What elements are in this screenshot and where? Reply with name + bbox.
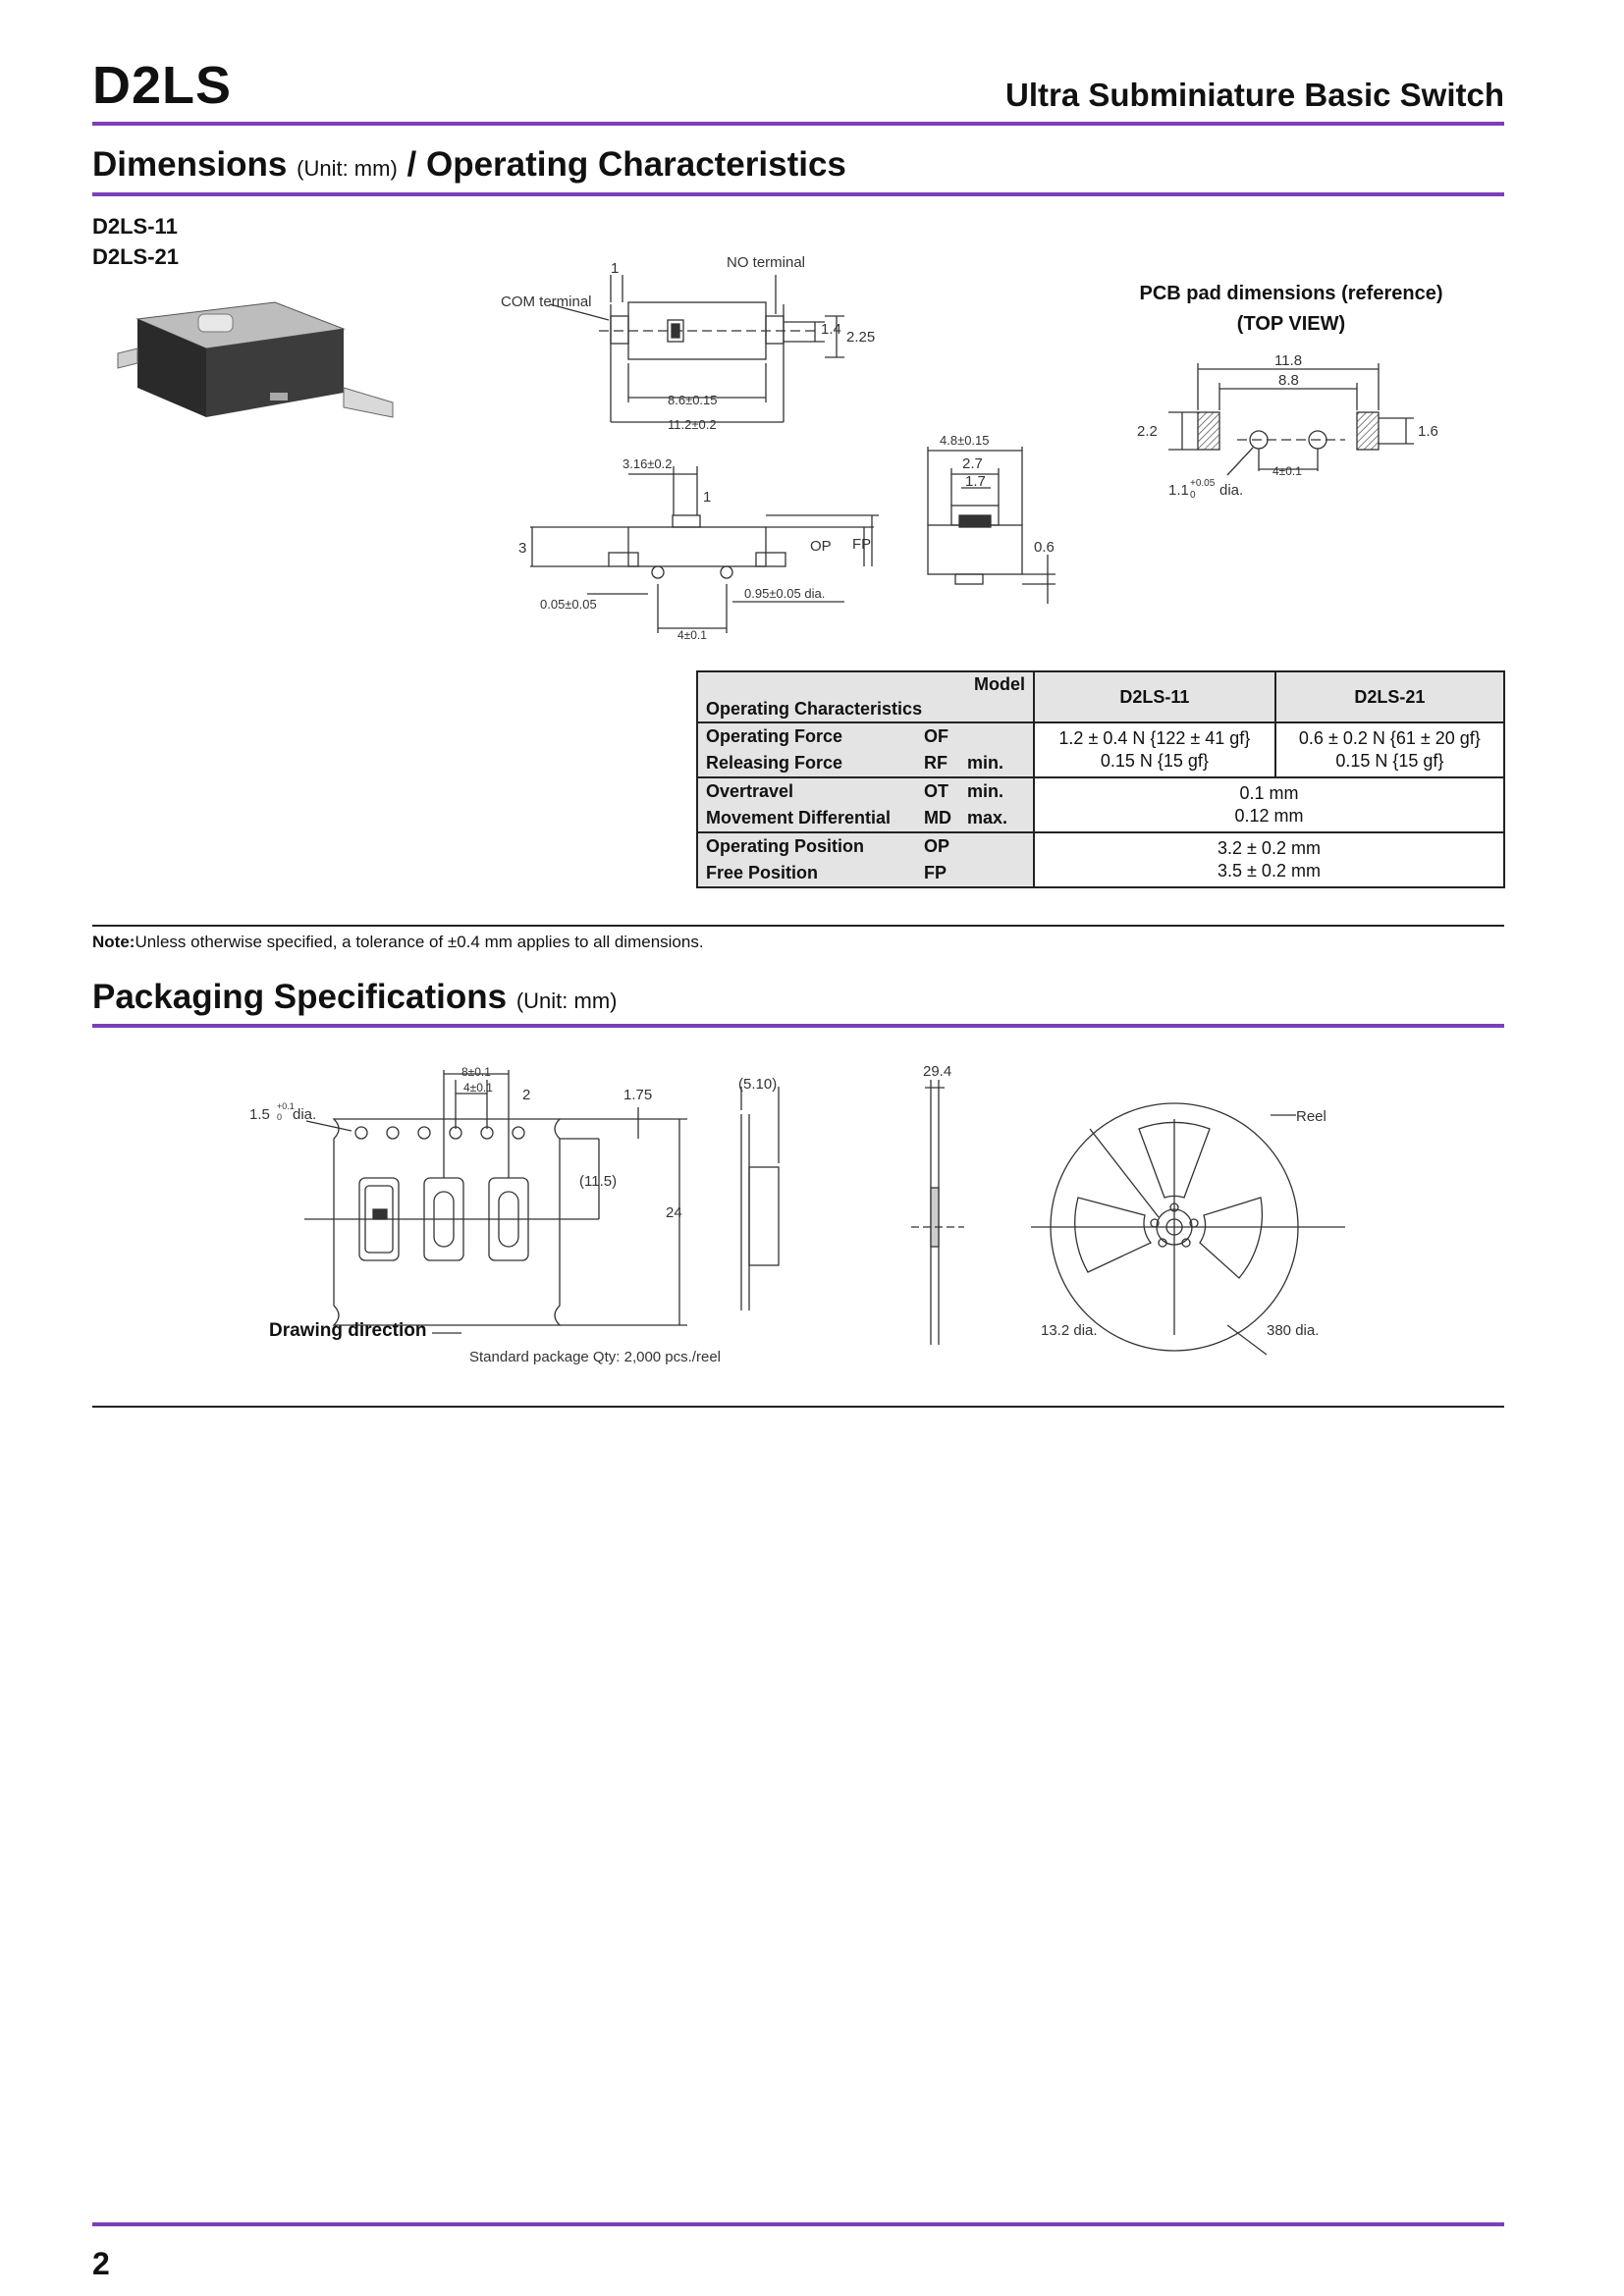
pkg-dim-11-5: (11.5) (579, 1173, 618, 1190)
pcb-dim-1-1: 1.1 (1168, 482, 1189, 499)
pkg-tol-zero: 0 (277, 1112, 283, 1122)
cell-value: 3.2 ± 0.2 mm (1218, 838, 1321, 858)
section-title-dimensions (92, 145, 846, 185)
pcb-tol-plus: +0.05 (1190, 478, 1216, 489)
row-name: Releasing Force (706, 753, 843, 773)
row-label-cell (697, 832, 1034, 887)
row-name: Operating Force (706, 726, 843, 746)
pcb-dim-4: 4±0.1 (1272, 464, 1302, 478)
pkg-dim-4: 4±0.1 (463, 1081, 493, 1095)
packaging-divider (92, 1406, 1504, 1408)
table-corner-cell (697, 671, 1034, 722)
dim-3: 3 (518, 540, 527, 557)
dim-0-6: 0.6 (1034, 539, 1055, 556)
pcb-pad-drawing (1119, 353, 1492, 501)
tape-side-view (722, 1075, 810, 1320)
dim-11-2: 11.2±0.2 (668, 417, 717, 432)
section-title-packaging (92, 978, 617, 1017)
side-view-drawing (908, 427, 1075, 614)
row-label-cell (697, 722, 1034, 777)
row-name: Free Position (706, 863, 819, 882)
dim-1-7: 1.7 (965, 473, 986, 490)
value-cell (1275, 722, 1504, 777)
pcb-title (1129, 279, 1453, 340)
row-abbr: OP (924, 836, 950, 856)
pcb-dia: dia. (1219, 482, 1244, 499)
pkg-dim-24: 24 (666, 1204, 682, 1221)
dim-2-7: 2.7 (962, 455, 983, 472)
table-row (697, 832, 1504, 887)
no-terminal-label: NO terminal (727, 254, 806, 271)
section-title-text: Dimensions (92, 145, 288, 184)
top-view-drawing (491, 245, 903, 442)
pcb-subtitle-text: (TOP VIEW) (1236, 313, 1346, 335)
reel-front-view (1031, 1090, 1355, 1364)
reel-label: Reel (1296, 1108, 1326, 1125)
note-label: Note: (92, 933, 135, 951)
model-header: Model (974, 674, 1025, 694)
page-number: 2 (92, 2246, 110, 2281)
table-header-row (697, 671, 1504, 722)
pkg-dim-29-4: 29.4 (923, 1063, 952, 1080)
note-text: Unless otherwise specified, a tolerance of ±0.4 mm applies to all dimensions. (135, 933, 704, 951)
pcb-dim-2-2: 2.2 (1137, 423, 1158, 440)
dim-4: 4±0.1 (677, 628, 707, 642)
pkg-dim-1-5: 1.5 (249, 1106, 270, 1123)
dim-8-6: 8.6±0.15 (668, 393, 718, 407)
pkg-dim-380: 380 dia. (1267, 1322, 1320, 1339)
section2-divider (92, 1024, 1504, 1028)
model-item: D2LS-21 (92, 244, 180, 269)
row-abbr: MD (924, 808, 951, 828)
dim-1: 1 (611, 260, 620, 277)
header-divider (92, 122, 1504, 126)
section-title-text: Packaging Specifications (92, 978, 508, 1016)
pcb-dim-11-8: 11.8 (1274, 353, 1303, 369)
pkg-dia: dia. (293, 1106, 317, 1123)
dim-4-8: 4.8±0.15 (940, 433, 990, 448)
dim-2-25: 2.25 (846, 329, 876, 346)
cell-value: 0.12 mm (1234, 806, 1304, 826)
section-unit: (Unit: mm) (297, 156, 398, 181)
cell-value: 0.15 N {15 gf} (1100, 751, 1209, 771)
dim-1-4: 1.4 (821, 321, 841, 338)
package-qty-label: Standard package Qty: 2,000 pcs./reel (469, 1349, 721, 1365)
dim-3-16: 3.16±0.2 (623, 456, 673, 471)
cell-value: 0.1 mm (1239, 783, 1299, 803)
product-subtitle: Ultra Subminiature Basic Switch (1005, 77, 1504, 113)
row-name: Overtravel (706, 781, 794, 801)
model-list (92, 211, 179, 272)
model-title: D2LS (92, 56, 233, 115)
tolerance-note (92, 933, 704, 952)
note-divider (92, 925, 1504, 927)
op-label: OP (810, 538, 832, 555)
cell-value: 3.5 ± 0.2 mm (1218, 861, 1321, 881)
pcb-dim-1-6: 1.6 (1418, 423, 1438, 440)
row-name: Movement Differential (706, 808, 892, 828)
pcb-dim-8-8: 8.8 (1278, 372, 1299, 389)
pkg-dim-8: 8±0.1 (461, 1065, 491, 1079)
fp-label: FP (852, 536, 872, 553)
com-terminal-label: COM terminal (501, 294, 592, 310)
pkg-dim-5-10: (5.10) (738, 1076, 778, 1093)
table-row (697, 722, 1504, 777)
section-title-text-2: / Operating Characteristics (406, 145, 846, 184)
row-abbr: RF (924, 753, 947, 773)
row-qual: min. (967, 753, 1004, 773)
row-label-cell (697, 777, 1034, 832)
table-row (697, 777, 1504, 832)
pkg-dim-13-2: 13.2 dia. (1041, 1322, 1098, 1339)
value-cell-merged (1034, 832, 1504, 887)
value-cell (1034, 722, 1275, 777)
model-item: D2LS-11 (92, 214, 178, 239)
cell-value: 1.2 ± 0.4 N {122 ± 41 gf} (1058, 728, 1251, 748)
row-abbr: FP (924, 863, 947, 882)
column-header: D2LS-21 (1275, 671, 1504, 722)
pkg-tol-plus: +0.1 (277, 1101, 295, 1111)
column-header: D2LS-11 (1034, 671, 1275, 722)
cell-value: 0.15 N {15 gf} (1335, 751, 1444, 771)
section-unit: (Unit: mm) (515, 988, 618, 1013)
operating-characteristics-table (696, 670, 1505, 888)
pcb-tol-zero: 0 (1190, 490, 1196, 501)
switch-product-image (108, 294, 403, 442)
row-qual: max. (967, 808, 1008, 828)
footer-divider (92, 2222, 1504, 2226)
section1-divider (92, 192, 1504, 196)
pkg-dim-2: 2 (522, 1087, 531, 1103)
row-name: Operating Position (706, 836, 865, 856)
value-cell-merged (1034, 777, 1504, 832)
pcb-title-text: PCB pad dimensions (reference) (1139, 283, 1443, 304)
dim-0-05: 0.05±0.05 (540, 597, 597, 612)
reel-side-view (903, 1060, 972, 1355)
row-qual: min. (967, 781, 1004, 801)
pkg-dim-1-75: 1.75 (623, 1087, 653, 1103)
row-abbr: OF (924, 726, 948, 746)
cell-value: 0.6 ± 0.2 N {61 ± 20 gf} (1298, 728, 1481, 748)
row-abbr: OT (924, 781, 948, 801)
dim-1b: 1 (703, 489, 712, 506)
dim-0-95: 0.95±0.05 dia. (744, 586, 826, 601)
drawing-direction-label: Drawing direction (269, 1320, 427, 1341)
oc-header: Operating Characteristics (706, 699, 923, 719)
front-view-drawing (511, 447, 903, 643)
